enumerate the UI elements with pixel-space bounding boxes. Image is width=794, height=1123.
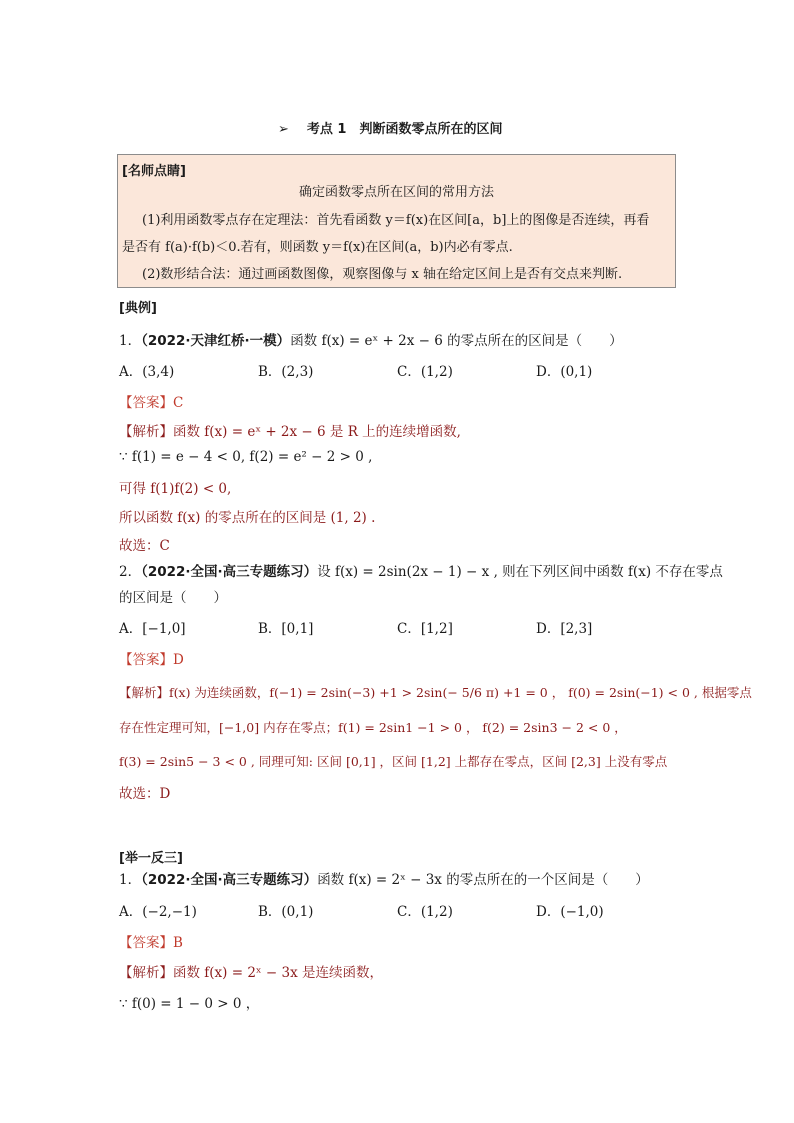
analysis-label: 【解析】 bbox=[119, 424, 173, 440]
question-text: 函数 f(x) = eˣ + 2x − 6 的零点所在的区间是（ ） bbox=[290, 333, 623, 349]
question-text: 函数 f(x) = 2ˣ − 3x 的零点所在的一个区间是（ ） bbox=[317, 872, 649, 888]
answer-line bbox=[119, 931, 183, 951]
analysis-text: f(x) 为连续函数，f(−1) = 2sin(−3) +1 > 2sin(− 5/6 π) +1 = 0 ， f(0) = 2sin(−1) < 0 , 根据零点 bbox=[169, 685, 752, 700]
option-c: C．(1,2) bbox=[397, 364, 453, 380]
analysis-line-4: 故选：D bbox=[119, 786, 171, 802]
analysis-text: 函数 f(x) = eˣ + 2x − 6 是 R 上的连续增函数, bbox=[173, 424, 461, 440]
section-title-text: 考点 1 判断函数零点所在的区间 bbox=[306, 122, 503, 137]
question-2-cont: 的区间是（ ） bbox=[119, 590, 227, 606]
analysis-line-2: 存在性定理可知，[−1,0] 内存在零点；f(1) = 2sin1 −1 > 0 ， f(2) = 2sin3 − 2 < 0 ， bbox=[119, 720, 627, 735]
answer-label: 【答案】 bbox=[119, 652, 173, 668]
answer-line bbox=[119, 391, 183, 411]
option-a: A．(3,4) bbox=[119, 364, 175, 380]
analysis-text: 函数 f(x) = 2ˣ − 3x 是连续函数， bbox=[173, 965, 384, 981]
answer-value: B bbox=[173, 935, 183, 951]
question-number: 2． bbox=[119, 564, 142, 580]
analysis-line-3: 可得 f(1)f(2) < 0, bbox=[119, 481, 232, 497]
analysis-line-4: 所以函数 f(x) 的零点所在的区间是 (1, 2) . bbox=[119, 510, 376, 526]
tip-box-method-1: (1)利用函数零点存在定理法：首先看函数 y＝f(x)在区间[a，b]上的图像是否连续，再看 bbox=[142, 213, 650, 228]
analysis-line-1 bbox=[119, 961, 383, 981]
analysis-label: 【解析】 bbox=[119, 965, 173, 981]
tip-box-subtitle: 确定函数零点所在区间的常用方法 bbox=[298, 185, 494, 200]
section-title bbox=[278, 118, 502, 137]
question-text: 设 f(x) = 2sin(2x − 1) − x , 则在下列区间中函数 f(x) 不存在零点 bbox=[317, 564, 723, 580]
option-d: D．(−1,0) bbox=[536, 904, 604, 920]
question-source: （2022·天津红桥·一模） bbox=[141, 333, 291, 349]
analysis-line-3: f(3) = 2sin5 − 3 < 0 , 同理可知: 区间 [0,1] ，区间 [1,2] 上都存在零点，区间 [2,3] 上没有零点 bbox=[119, 754, 668, 769]
tip-box-method-1-cont: 是否有 f(a)·f(b)＜0.若有，则函数 y＝f(x)在区间(a，b)内必有零点. bbox=[122, 240, 513, 255]
question-number: 1． bbox=[119, 333, 142, 349]
option-a: A．[−1,0] bbox=[119, 621, 186, 637]
analysis-line-5: 故选：C bbox=[119, 538, 170, 554]
answer-value: D bbox=[173, 652, 184, 668]
answer-label: 【答案】 bbox=[119, 395, 173, 411]
option-c: C．[1,2] bbox=[397, 621, 453, 637]
tip-box bbox=[117, 154, 676, 288]
tip-box-header: [名师点睛] bbox=[122, 164, 186, 179]
practice-header: [举一反三] bbox=[119, 851, 183, 866]
analysis-label: 【解析】 bbox=[119, 685, 170, 700]
tip-box-method-2: (2)数形结合法：通过画函数图像，观察图像与 x 轴在给定区间上是否有交点来判断. bbox=[142, 267, 623, 282]
analysis-line-2: ∵ f(1) = e − 4 < 0, f(2) = e² − 2 > 0 , bbox=[119, 449, 373, 465]
question-source: （2022·全国·高三专题练习） bbox=[141, 872, 318, 888]
option-c: C．(1,2) bbox=[397, 904, 453, 920]
analysis-line-1 bbox=[119, 683, 752, 701]
answer-label: 【答案】 bbox=[119, 935, 173, 951]
answer-value: C bbox=[173, 395, 184, 411]
question-2 bbox=[119, 560, 723, 580]
option-d: D．[2,3] bbox=[536, 621, 593, 637]
question-1 bbox=[119, 329, 623, 349]
practice-question-1 bbox=[119, 868, 649, 888]
examples-header: [典例] bbox=[119, 301, 157, 316]
option-b: B．[0,1] bbox=[258, 621, 314, 637]
option-d: D．(0,1) bbox=[536, 364, 593, 380]
option-a: A．(−2,−1) bbox=[119, 904, 197, 920]
arrow-icon: ➢ bbox=[278, 122, 289, 137]
option-b: B．(0,1) bbox=[258, 904, 314, 920]
question-number: 1． bbox=[119, 872, 142, 888]
question-source: （2022·全国·高三专题练习） bbox=[141, 564, 318, 580]
answer-line bbox=[119, 648, 184, 668]
analysis-line-2: ∵ f(0) = 1 − 0 > 0 ， bbox=[119, 996, 260, 1012]
analysis-line-1 bbox=[119, 420, 461, 440]
option-b: B．(2,3) bbox=[258, 364, 314, 380]
